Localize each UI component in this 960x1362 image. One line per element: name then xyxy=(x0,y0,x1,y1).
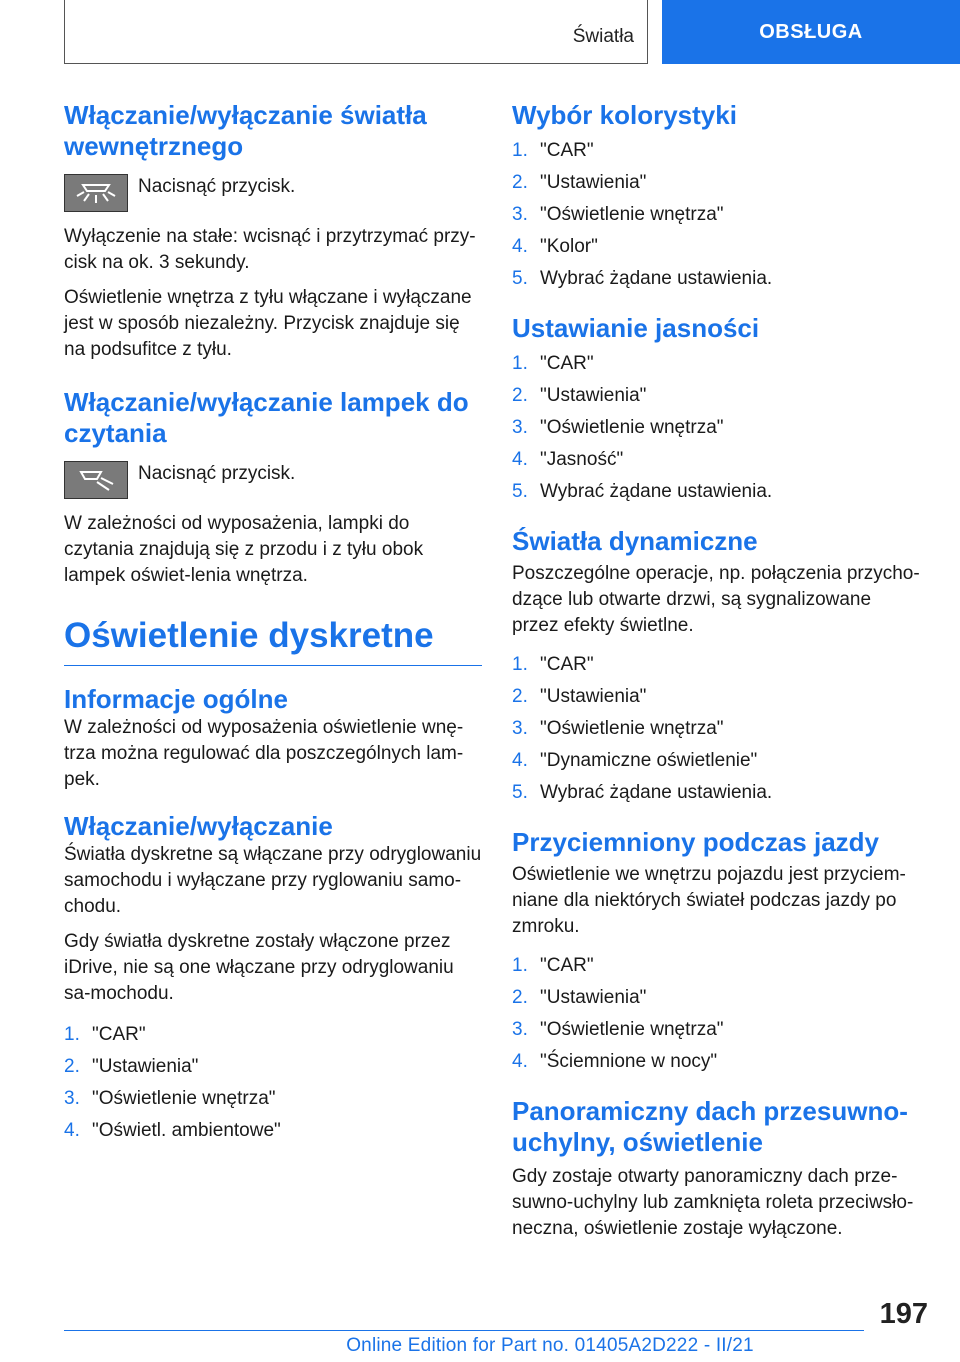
section-title-general: Informacje ogólne xyxy=(64,684,288,714)
step-text: "Ustawienia" xyxy=(540,686,647,707)
step-number: 5. xyxy=(512,782,528,803)
list-item xyxy=(64,1019,482,1051)
list-item xyxy=(512,412,922,444)
step-number: 2. xyxy=(512,385,528,406)
paragraph: Poszczególne operacje, np. połączenia przycho‐dzące lub otwarte drzwi, są sygnalizowane przez efekty świetlne. xyxy=(512,563,920,636)
paragraph: Światła dyskretne są włączane przy odryglowaniu samochodu i wyłączane przy ryglowaniu samo‐chodu. xyxy=(64,844,482,917)
step-number: 1. xyxy=(512,654,528,675)
step-text: "Oświetlenie wnętrza" xyxy=(540,204,724,225)
list-item xyxy=(512,348,922,380)
step-number: 1. xyxy=(512,955,528,976)
header-section-title: Światła xyxy=(572,26,634,47)
list-item xyxy=(64,1115,482,1147)
paragraph: W zależności od wyposażenia oświetlenie wnę‐trza można regulować dla poszczególnych lam‐pek. xyxy=(64,717,464,790)
step-text: "CAR" xyxy=(540,140,594,161)
step-text: "Oświetlenie wnętrza" xyxy=(540,718,724,739)
steps-brightness xyxy=(512,348,922,508)
list-item xyxy=(512,1046,922,1078)
step-number: 1. xyxy=(64,1024,80,1045)
step-text: "Oświetlenie wnętrza" xyxy=(92,1088,276,1109)
step-number: 3. xyxy=(64,1088,80,1109)
step-number: 4. xyxy=(512,449,528,470)
step-number: 3. xyxy=(512,204,528,225)
list-item xyxy=(512,231,922,263)
list-item xyxy=(512,444,922,476)
step-number: 1. xyxy=(512,140,528,161)
list-item xyxy=(512,982,922,1014)
main-title-discreet-lighting: Oświetlenie dyskretne xyxy=(64,615,482,666)
step-number: 2. xyxy=(512,172,528,193)
step-text: "CAR" xyxy=(540,955,594,976)
list-item xyxy=(512,476,922,508)
steps-color xyxy=(512,135,922,295)
step-text: Wybrać żądane ustawienia. xyxy=(540,268,773,289)
section-title-reading-lights: Włączanie/wyłączanie lampek do czytania xyxy=(64,387,469,448)
section-title-on-off: Włączanie/wyłączanie xyxy=(64,811,333,841)
list-item xyxy=(512,649,922,681)
step-text: "CAR" xyxy=(540,654,594,675)
list-item xyxy=(512,380,922,412)
step-text: "Jasność" xyxy=(540,449,624,470)
steps-ambient-light xyxy=(64,1019,482,1147)
step-text: "CAR" xyxy=(540,353,594,374)
step-text: "Kolor" xyxy=(540,236,598,257)
step-text: Wybrać żądane ustawienia. xyxy=(540,481,773,502)
step-text: "Ustawienia" xyxy=(540,385,647,406)
page-number: 197 xyxy=(879,1298,928,1330)
list-item xyxy=(512,263,922,295)
section-title-dynamic-lights: Światła dynamiczne xyxy=(512,526,758,556)
step-text: "Ustawienia" xyxy=(92,1056,199,1077)
reading-light-button-row xyxy=(64,461,482,499)
footer-divider xyxy=(64,1330,864,1331)
step-number: 2. xyxy=(64,1056,80,1077)
list-item xyxy=(512,745,922,777)
left-column xyxy=(64,100,482,1147)
step-text: Wybrać żądane ustawienia. xyxy=(540,782,773,803)
paragraph: Gdy światła dyskretne zostały włączone przez iDrive, nie są one włączane przy odryglowaniu sa‐mochodu. xyxy=(64,931,454,1004)
step-number: 4. xyxy=(64,1120,80,1141)
header-chapter-tab[interactable]: OBSŁUGA xyxy=(662,0,960,64)
list-item xyxy=(64,1051,482,1083)
step-number: 3. xyxy=(512,1019,528,1040)
section-title-dimmed-driving: Przyciemniony podczas jazdy xyxy=(512,827,880,857)
list-item xyxy=(512,777,922,809)
reading-light-button-text: Nacisnąć przycisk. xyxy=(138,463,296,484)
paragraph: Oświetlenie we wnętrzu pojazdu jest przyciem‐niane dla niektórych świateł podczas jazdy po zmroku. xyxy=(512,864,906,937)
list-item xyxy=(512,167,922,199)
paragraph: Gdy zostaje otwarty panoramiczny dach prze‐suwno-uchylny lub zamknięta roleta przeciwsło‐neczna, oświetlenie zostaje wyłączone. xyxy=(512,1166,914,1239)
list-item xyxy=(512,713,922,745)
step-number: 2. xyxy=(512,987,528,1008)
section-title-color: Wybór kolorystyki xyxy=(512,100,737,130)
section-title-brightness: Ustawianie jasności xyxy=(512,313,760,343)
list-item xyxy=(512,681,922,713)
steps-dimmed xyxy=(512,950,922,1078)
list-item xyxy=(512,950,922,982)
step-text: "Oświetlenie wnętrza" xyxy=(540,417,724,438)
step-number: 5. xyxy=(512,268,528,289)
right-column xyxy=(512,100,922,1242)
footer-edition-text: Online Edition for Part no. 01405A2D222 - II/21 xyxy=(346,1335,754,1356)
section-title-panoramic-roof: Panoramiczny dach przesuwno-uchylny, oświetlenie xyxy=(512,1096,908,1157)
step-number: 3. xyxy=(512,718,528,739)
section-title-interior-light: Włączanie/wyłączanie światła wewnętrznego xyxy=(64,100,427,161)
step-text: "Dynamiczne oświetlenie" xyxy=(540,750,758,771)
step-number: 4. xyxy=(512,1051,528,1072)
interior-light-button-row xyxy=(64,174,482,212)
list-item xyxy=(512,1014,922,1046)
step-text: "Ustawienia" xyxy=(540,987,647,1008)
paragraph: Wyłączenie na stałe: wcisnąć i przytrzymać przy‐cisk na ok. 3 sekundy. xyxy=(64,226,476,273)
step-text: "Ściemnione w nocy" xyxy=(540,1051,718,1072)
reading-light-button-icon xyxy=(64,461,128,499)
list-item xyxy=(512,199,922,231)
step-number: 4. xyxy=(512,750,528,771)
step-number: 1. xyxy=(512,353,528,374)
step-text: "Oświetl. ambientowe" xyxy=(92,1120,281,1141)
step-number: 2. xyxy=(512,686,528,707)
paragraph: W zależności od wyposażenia, lampki do czytania znajdują się z przodu i z tyłu obok lampek oświet‐lenia wnętrza. xyxy=(64,513,424,586)
step-text: "CAR" xyxy=(92,1024,146,1045)
header-box xyxy=(64,0,648,64)
steps-dynamic xyxy=(512,649,922,809)
paragraph: Oświetlenie wnętrza z tyłu włączane i wyłączane jest w sposób niezależny. Przycisk znajduje się na podsufitce z tyłu. xyxy=(64,287,472,360)
interior-light-button-text: Nacisnąć przycisk. xyxy=(138,176,296,197)
list-item xyxy=(512,135,922,167)
step-number: 5. xyxy=(512,481,528,502)
list-item xyxy=(64,1083,482,1115)
step-text: "Oświetlenie wnętrza" xyxy=(540,1019,724,1040)
interior-light-button-icon xyxy=(64,174,128,212)
step-number: 3. xyxy=(512,417,528,438)
step-text: "Ustawienia" xyxy=(540,172,647,193)
step-number: 4. xyxy=(512,236,528,257)
